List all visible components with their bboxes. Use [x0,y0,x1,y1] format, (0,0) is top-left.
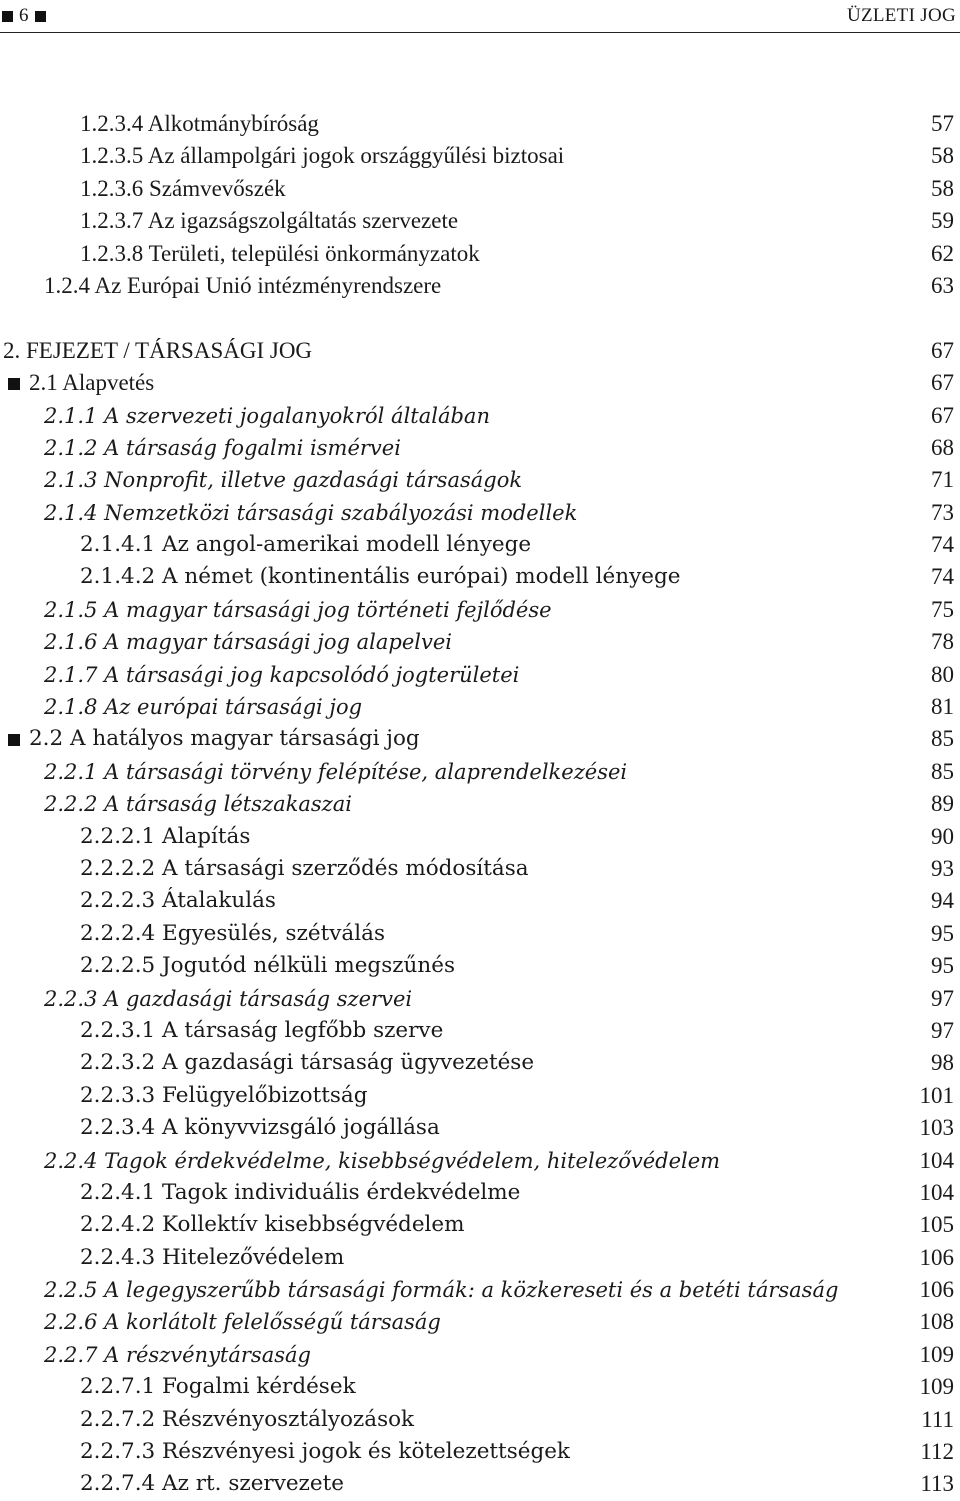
page-number-block [2,5,46,27]
toc-entry-title: 2.2.6 A korlátolt felelősségű társaság [44,1310,441,1335]
toc-entry-title: 2.1.4.1 Az angol-amerikai modell lényege [80,532,532,558]
page-number: 6 [19,5,29,26]
toc-entry-page: 67 [931,370,954,396]
toc-entry-page: 68 [931,434,954,460]
table-of-contents [0,108,960,1501]
toc-entry-page: 59 [931,208,954,234]
toc-entry[interactable] [0,853,960,885]
toc-entry-title: 2.1.8 Az európai társasági jog [44,695,363,720]
toc-entry[interactable] [0,821,960,853]
toc-entry-title: 2.2.2.1 Alapítás [80,823,251,849]
toc-entry[interactable] [0,1306,960,1338]
header-rule [0,32,960,33]
toc-entry[interactable] [0,1436,960,1468]
toc-entry[interactable] [0,594,960,626]
toc-entry-title: 2.2.1 A társasági törvény felépítése, alaprendelkezései [44,759,628,784]
toc-entry[interactable] [0,464,960,496]
toc-entry-title: 2.2.7.1 Fogalmi kérdések [80,1374,356,1400]
toc-entry-title: 1.2.3.4 Alkotmánybíróság [80,111,319,136]
toc-entry-title: 2.1.5 A magyar társasági jog történeti fejlődése [44,597,552,622]
toc-entry-title: 2.1 Alapvetés [29,370,155,396]
toc-entry[interactable] [0,1015,960,1047]
toc-entry-title: 1.2.3.5 Az állampolgári jogok országgyűlési biztosai [80,143,565,169]
toc-entry-page: 80 [931,661,954,687]
toc-entry[interactable] [0,108,960,140]
toc-entry-title: 2.2.2.2 A társasági szerződés módosítása [80,855,529,881]
toc-entry-page: 93 [931,855,954,881]
toc-entry-title: 2.2.3 A gazdasági társaság szervei [44,986,413,1011]
toc-entry[interactable] [0,918,960,950]
toc-entry-title: 1.2.4 Az Európai Unió intézményrendszere [44,272,442,298]
toc-entry-page: 85 [931,758,954,784]
toc-entry[interactable] [0,659,960,691]
toc-entry-page: 57 [931,111,954,136]
toc-entry-title: 1.2.3.8 Területi, települési önkormányzatok [80,240,480,266]
toc-entry[interactable] [0,1371,960,1403]
toc-entry-page: 109 [919,1341,954,1367]
toc-entry[interactable] [0,1080,960,1112]
toc-entry-title: 2.2.3.1 A társaság legfőbb szerve [80,1017,444,1043]
toc-entry[interactable] [0,1145,960,1177]
toc-entry-title: 2.2.7 A részvénytársaság [44,1342,311,1367]
toc-entry[interactable] [0,1047,960,1079]
toc-entry[interactable] [0,335,960,367]
toc-entry[interactable] [0,1404,960,1436]
toc-entry[interactable] [0,400,960,432]
toc-entry[interactable] [0,367,960,399]
toc-entry[interactable] [0,788,960,820]
running-title: ÜZLETI JOG [846,5,956,26]
toc-entry-page: 74 [931,532,954,558]
toc-entry-page: 103 [919,1115,954,1141]
toc-entry-page: 106 [919,1244,954,1270]
toc-entry-title: 2.2.3.4 A könyvvizsgáló jogállása [80,1115,440,1141]
toc-entry[interactable] [0,723,960,755]
toc-entry-title: 2.1.6 A magyar társasági jog alapelvei [44,630,452,655]
toc-entry-title: 2.2.5 A legegyszerűbb társasági formák: a közkereseti és a betéti társaság [44,1278,839,1303]
toc-entry-title: 2.2.2.3 Átalakulás [80,888,276,914]
toc-entry-page: 58 [931,143,954,169]
toc-entry[interactable] [0,529,960,561]
toc-entry-page: 74 [931,564,954,590]
toc-entry[interactable] [0,1112,960,1144]
toc-entry[interactable] [0,1339,960,1371]
toc-entry[interactable] [0,173,960,205]
toc-entry-page: 104 [919,1179,954,1205]
toc-entry-title: 2.2.7.2 Részvényosztályozások [80,1406,415,1432]
toc-entry-page: 98 [931,1050,954,1076]
toc-entry-page: 73 [931,499,954,525]
toc-entry[interactable] [0,626,960,658]
toc-entry-title: 2.1.4 Nemzetközi társasági szabályozási modellek [44,500,578,525]
toc-entry-page: 75 [931,596,954,622]
toc-entry-page: 81 [931,694,954,720]
toc-entry-page: 97 [931,985,954,1011]
toc-entry-title: 2. FEJEZET / TÁRSASÁGI JOG [3,337,313,363]
toc-entry-title: 2.2.4.2 Kollektív kisebbségvédelem [80,1212,465,1238]
toc-entry-title: 2.1.2 A társaság fogalmi ismérvei [44,435,401,460]
toc-entry-page: 109 [919,1374,954,1400]
toc-entry-title: 1.2.3.7 Az igazságszolgáltatás szervezete [80,208,459,234]
toc-entry-page: 67 [931,337,954,363]
toc-entry-page: 78 [931,629,954,655]
toc-entry[interactable] [0,270,960,302]
toc-entry-title: 2.1.3 Nonprofit, illetve gazdasági társaságok [44,468,523,493]
toc-entry-page: 95 [931,953,954,979]
toc-entry-title: 2.2.3.3 Felügyelőbizottság [80,1082,368,1108]
toc-entry-page: 101 [919,1082,954,1108]
toc-entry[interactable] [0,691,960,723]
toc-entry[interactable] [0,1242,960,1274]
toc-entry-title: 1.2.3.6 Számvevőszék [80,175,286,201]
toc-entry[interactable] [0,885,960,917]
toc-entry-page: 108 [919,1309,954,1335]
toc-entry-page: 67 [931,402,954,428]
toc-entry-page: 112 [920,1439,954,1465]
toc-entry[interactable] [0,1177,960,1209]
toc-entry-title: 2.2.7.3 Részvényesi jogok és kötelezettségek [80,1439,570,1465]
toc-entry-title: 2.1.1 A szervezeti jogalanyokról általában [44,403,490,428]
running-header [0,0,960,34]
toc-entry[interactable] [0,238,960,270]
toc-entry-title: 2.2.4.1 Tagok individuális érdekvédelme [80,1179,521,1205]
toc-entry-title: 2.2.4 Tagok érdekvédelme, kisebbségvédelem, hitelezővédelem [44,1148,721,1173]
toc-entry-page: 97 [931,1017,954,1043]
toc-entry[interactable] [0,1209,960,1241]
toc-entry[interactable] [0,497,960,529]
toc-entry[interactable] [0,1468,960,1500]
toc-entry-page: 111 [921,1406,954,1432]
toc-entry[interactable] [0,756,960,788]
square-bullet-icon [35,11,46,22]
toc-entry-title: 2.2.2.4 Egyesülés, szétválás [80,920,385,946]
toc-entry-page: 62 [931,240,954,266]
toc-entry-page: 85 [931,726,954,752]
toc-entry-title: 2.2.4.3 Hitelezővédelem [80,1244,345,1270]
toc-entry-page: 95 [931,920,954,946]
toc-entry[interactable] [0,205,960,237]
square-bullet-icon [8,378,20,390]
toc-entry-page: 71 [931,467,954,493]
toc-entry-title: 2.2 A hatályos magyar társasági jog [29,726,420,752]
toc-entry-page: 63 [931,272,954,298]
square-bullet-icon [8,734,20,746]
toc-entry[interactable] [0,140,960,172]
square-bullet-icon [2,11,13,22]
toc-entry-title: 2.2.2 A társaság létszakaszai [44,792,352,817]
toc-entry-page: 89 [931,791,954,817]
toc-entry-page: 90 [931,823,954,849]
toc-entry-title: 2.2.2.5 Jogutód nélküli megszűnés [80,953,456,979]
toc-entry[interactable] [0,1274,960,1306]
toc-entry-title: 2.1.4.2 A német (kontinentális európai) modell lényege [80,564,681,590]
toc-entry-page: 94 [931,888,954,914]
toc-entry[interactable] [0,561,960,593]
toc-entry-page: 106 [919,1277,954,1303]
toc-entry-page: 105 [919,1212,954,1238]
toc-entry-title: 2.2.7.4 Az rt. szervezete [80,1471,344,1497]
toc-entry-page: 113 [920,1471,954,1497]
toc-entry-page: 58 [931,175,954,201]
toc-entry[interactable] [0,983,960,1015]
toc-entry[interactable] [0,432,960,464]
toc-entry-title: 2.1.7 A társasági jog kapcsolódó jogterületei [44,662,520,687]
toc-entry-title: 2.2.3.2 A gazdasági társaság ügyvezetése [80,1050,535,1076]
toc-entry[interactable] [0,950,960,982]
toc-entry-page: 104 [919,1147,954,1173]
